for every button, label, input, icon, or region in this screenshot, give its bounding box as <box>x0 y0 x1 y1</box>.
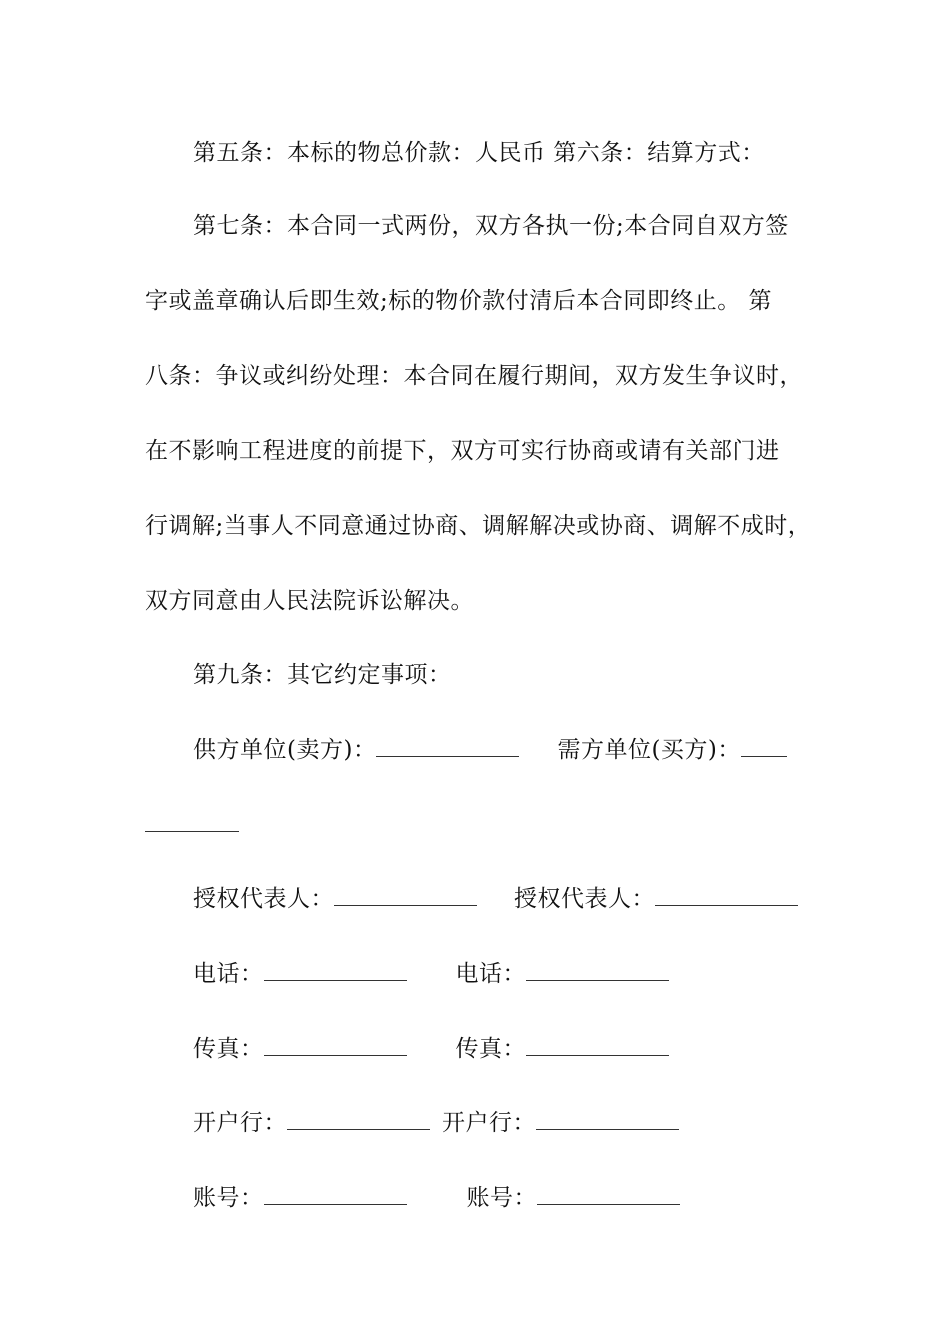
seller-phone-label: 电话： <box>193 961 264 987</box>
article-7-line-1: 第七条：本合同一式两份，双方各执一份;本合同自双方签 <box>193 213 789 239</box>
article-8-line-3: 行调解;当事人不同意通过协商、调解解决或协商、调解不成时， <box>145 513 812 539</box>
buyer-unit-blank-end[interactable] <box>145 813 239 832</box>
buyer-fax-blank[interactable] <box>526 1037 669 1056</box>
article-5-6-line: 第五条：本标的物总价款：人民币 第六条：结算方式： <box>193 140 765 166</box>
buyer-unit-blank-start[interactable] <box>741 738 787 757</box>
bank-row <box>193 1108 679 1138</box>
buyer-account-label: 账号： <box>466 1185 537 1211</box>
buyer-rep-label: 授权代表人： <box>514 886 655 912</box>
unit-row <box>193 735 787 765</box>
account-row <box>193 1183 680 1213</box>
buyer-phone-blank[interactable] <box>526 962 669 981</box>
article-8-line-4: 双方同意由人民法院诉讼解决。 <box>145 588 474 614</box>
article-7-line-2: 字或盖章确认后即生效;标的物价款付清后本合同即终止。 第 <box>145 288 773 314</box>
article-9-line: 第九条：其它约定事项： <box>193 662 452 688</box>
buyer-account-blank[interactable] <box>537 1186 680 1205</box>
seller-account-label: 账号： <box>193 1185 264 1211</box>
seller-bank-blank[interactable] <box>287 1111 430 1130</box>
buyer-bank-label: 开户行： <box>442 1110 536 1136</box>
buyer-fax-label: 传真： <box>455 1036 526 1062</box>
seller-rep-blank[interactable] <box>334 887 477 906</box>
phone-row <box>193 959 669 989</box>
seller-unit-blank[interactable] <box>376 738 519 757</box>
seller-unit-label: 供方单位(卖方)： <box>193 737 377 763</box>
buyer-bank-blank[interactable] <box>536 1111 679 1130</box>
buyer-rep-blank[interactable] <box>655 887 798 906</box>
buyer-unit-label: 需方单位(买方)： <box>557 737 741 763</box>
fax-row <box>193 1034 669 1064</box>
seller-fax-label: 传真： <box>193 1036 264 1062</box>
seller-bank-label: 开户行： <box>193 1110 287 1136</box>
article-8-line-1: 八条：争议或纠纷处理：本合同在履行期间，双方发生争议时， <box>145 363 803 389</box>
unit-row-continuation <box>145 810 239 840</box>
rep-row <box>193 884 798 914</box>
article-8-line-2: 在不影响工程进度的前提下，双方可实行协商或请有关部门进 <box>145 438 780 464</box>
seller-fax-blank[interactable] <box>264 1037 407 1056</box>
buyer-phone-label: 电话： <box>455 961 526 987</box>
seller-account-blank[interactable] <box>264 1186 407 1205</box>
seller-rep-label: 授权代表人： <box>193 886 334 912</box>
seller-phone-blank[interactable] <box>264 962 407 981</box>
